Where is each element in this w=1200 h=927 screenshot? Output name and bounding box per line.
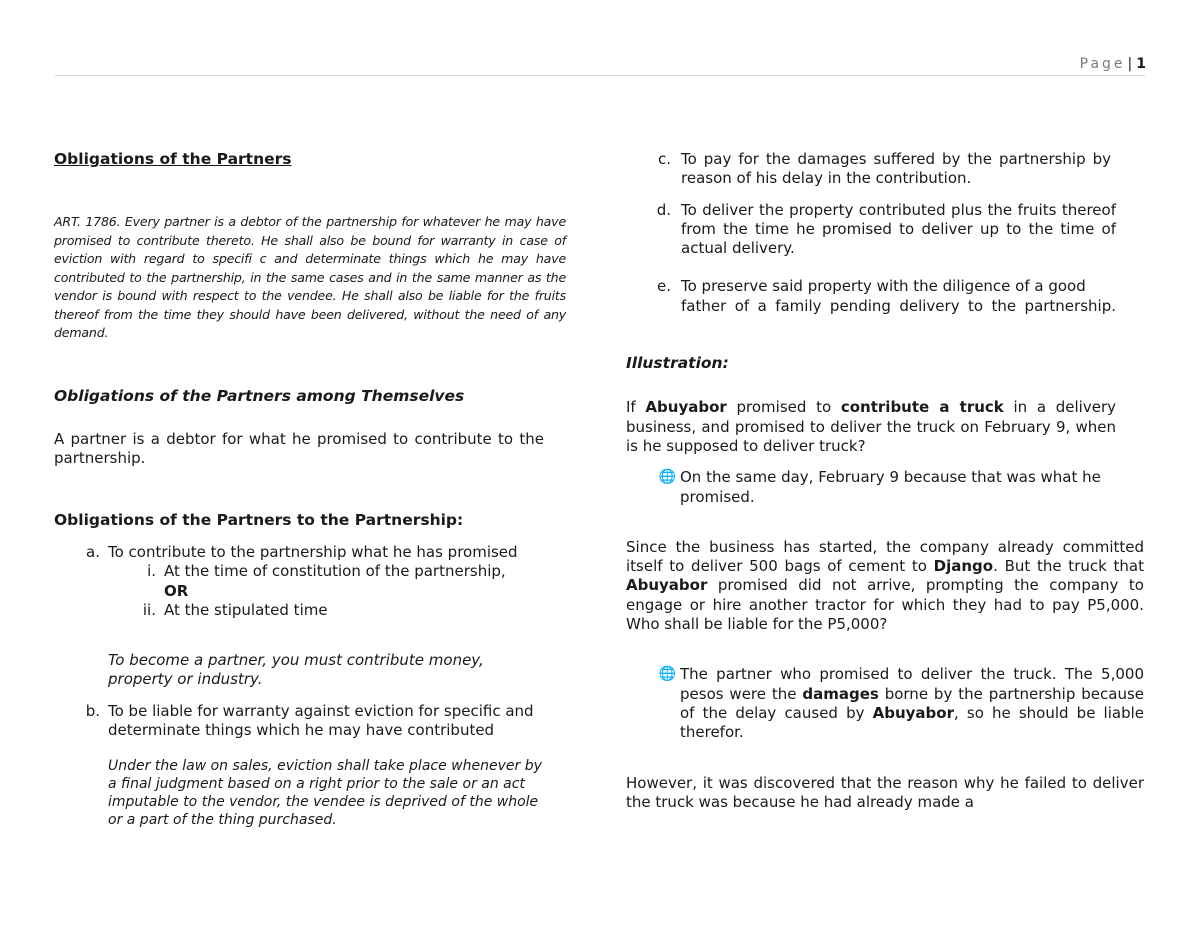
note-text: Under the law on sales, eviction shall take place whenever by a final judgment based on a right prior to the sale or an act imputable to the vendor, the vendee is deprived of the whole or a part of the thing purchased. bbox=[108, 758, 542, 829]
globe-icon: 🌐 bbox=[658, 666, 676, 683]
list-item: b. To be liable for warranty against eviction for specific and determinate things which he may have contributed bbox=[85, 701, 534, 740]
list-item: e. To preserve said property with the diligence of a good father of a family pending delivery to the partnership. bbox=[657, 277, 1116, 315]
sub-item: i. At the time of constitution of the partnership, OR bbox=[147, 562, 506, 600]
sub-item: ii. At the stipulated time bbox=[142, 600, 328, 619]
section-title: Obligations of the Partners bbox=[54, 150, 292, 168]
among-title: Obligations of the Partners among Themselves bbox=[54, 386, 465, 405]
question-text: If Abuyabor promised to contribute a truck in a delivery business, and promised to deliver the truck on February 9, when is he supposed to deliver truck? bbox=[626, 398, 1116, 455]
partnership-title: Obligations of the Partners to the Partnership: bbox=[54, 510, 464, 529]
answer-item: 🌐 The partner who promised to deliver the truck. The 5,000 pesos were the damages borne by the partnership because of the delay caused by Abuyabor, so he should be liable therefor. bbox=[626, 665, 1144, 742]
illustration-title: Illustration: bbox=[626, 354, 729, 373]
among-text: A partner is a debtor for what he promised to contribute to the partnership. bbox=[54, 430, 544, 468]
list-item: c. To pay for the damages suffered by the partnership by reason of his delay in the contribution. bbox=[657, 150, 1111, 188]
header-divider bbox=[55, 75, 1145, 76]
list-item: d. To deliver the property contributed plus the fruits thereof from the time he promised to deliver up to the time of actual delivery. bbox=[656, 200, 1116, 258]
list-item: a. To contribute to the partnership what he has promised bbox=[86, 542, 518, 561]
right-column bbox=[626, 150, 1144, 812]
note-text: To become a partner, you must contribute money, property or industry. bbox=[108, 651, 484, 689]
left-column bbox=[54, 150, 566, 829]
question-text: However, it was discovered that the reason why he failed to deliver the truck was because he had already made a bbox=[626, 773, 1144, 811]
globe-icon: 🌐 bbox=[658, 469, 676, 486]
question-text: Since the business has started, the company already committed itself to deliver 500 bags of cement to Django. But the truck that Abuyabor promised did not arrive, prompting the company to engage or hire another tractor for which they had to pay P5,000. Who shall be liable for the P5,000? bbox=[626, 537, 1144, 634]
page-number: Page | 1 bbox=[1079, 56, 1146, 72]
answer-item: 🌐 On the same day, February 9 because that was what he promised. bbox=[626, 468, 1144, 507]
article-text: ART. 1786. Every partner is a debtor of the partnership for whatever he may have promised to contribute thereto. He shall also be bound for warranty in case of eviction with regard to specifi c and determinate things which he may have contributed to the partnership, in the same cases and in the same manner as the vendor is bound with respect to the vendee. He shall also be liable for the fruits thereof from the time they should have been delivered, without the need of any demand. bbox=[54, 214, 566, 341]
